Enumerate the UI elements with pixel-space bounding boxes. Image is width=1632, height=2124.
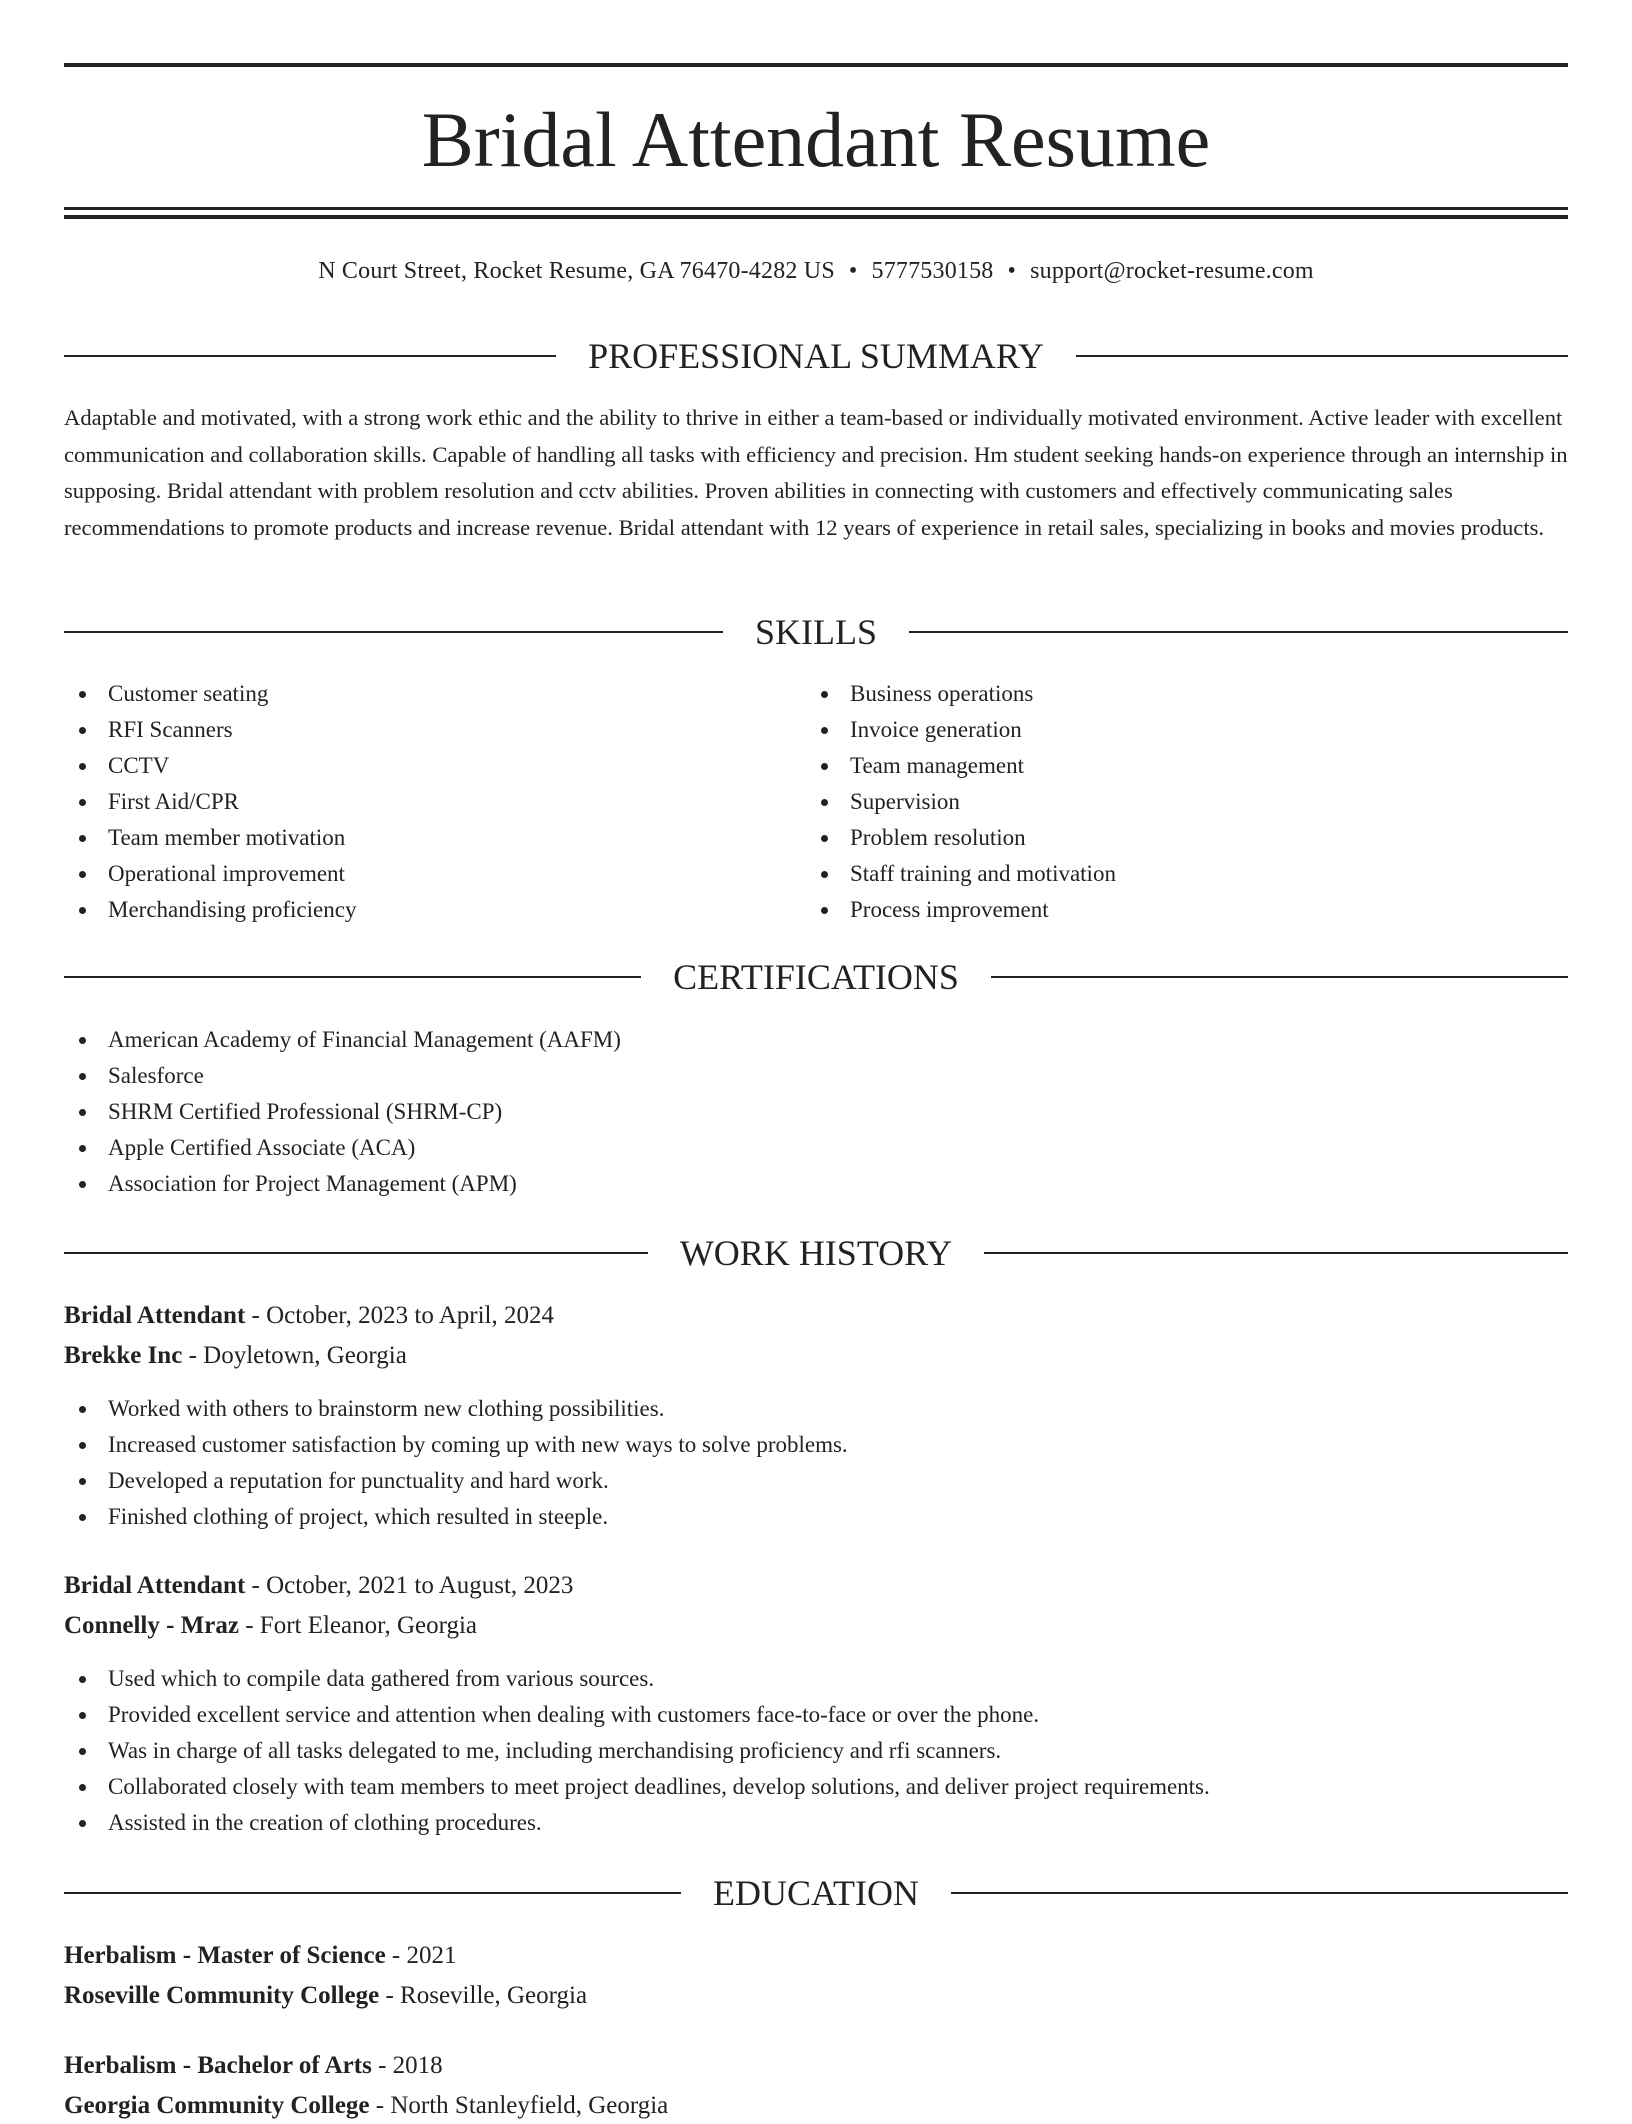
education-school-line — [64, 2088, 668, 2124]
education-school: Georgia Community College — [64, 2092, 370, 2119]
certifications-list — [64, 1022, 1568, 1202]
skill-item: Problem resolution — [806, 820, 1506, 856]
education-degree: Herbalism - Master of Science — [64, 1942, 386, 1969]
job-dates: - October, 2021 to August, 2023 — [245, 1572, 574, 1599]
work-heading — [64, 1231, 1568, 1275]
skill-item: Business operations — [806, 676, 1506, 712]
certification-item: Salesforce — [64, 1058, 1568, 1094]
job-bullets — [64, 1391, 1568, 1535]
job-bullet: Developed a reputation for punctuality and hard work. — [64, 1463, 1568, 1499]
job-title-line — [64, 1568, 573, 1604]
heading-rule-right — [951, 1892, 1568, 1894]
contact-phone: 5777530158 — [871, 258, 994, 284]
skill-item: CCTV — [64, 748, 764, 784]
resume-title: Bridal Attendant Resume — [421, 96, 1211, 183]
job-bullet: Increased customer satisfaction by coming up with new ways to solve problems. — [64, 1427, 1568, 1463]
education-location: - Roseville, Georgia — [379, 1982, 588, 2009]
job-bullet: Used which to compile data gathered from various sources. — [64, 1661, 1568, 1697]
certifications-heading — [64, 955, 1568, 999]
education-degree-line — [64, 1938, 457, 1974]
skill-item: Staff training and motivation — [806, 856, 1506, 892]
job-company-line — [64, 1338, 407, 1374]
skill-item: Supervision — [806, 784, 1506, 820]
job-bullet: Collaborated closely with team members to meet project deadlines, develop solutions, and deliver project requirements. — [64, 1769, 1568, 1805]
education-school: Roseville Community College — [64, 1982, 380, 2009]
education-location: - North Stanleyfield, Georgia — [369, 2092, 669, 2119]
title-rule-upper — [64, 207, 1568, 210]
skill-item: Invoice generation — [806, 712, 1506, 748]
skill-item: First Aid/CPR — [64, 784, 764, 820]
skills-list-left — [64, 676, 764, 928]
certifications-block — [64, 1022, 1568, 1202]
skill-item: Merchandising proficiency — [64, 892, 764, 928]
heading-rule-right — [909, 631, 1568, 633]
contact-address: N Court Street, Rocket Resume, GA 76470-4282 US — [318, 258, 835, 284]
job-dates: - October, 2023 to April, 2024 — [245, 1302, 554, 1329]
education-school-line — [64, 1978, 587, 2014]
heading-rule-right — [984, 1252, 1568, 1254]
skills-column-right — [806, 676, 1506, 928]
education-year: - 2018 — [371, 2052, 443, 2079]
education-year: - 2021 — [385, 1942, 457, 1969]
job-bullet-list — [64, 1661, 1568, 1841]
summary-heading — [64, 334, 1568, 378]
certification-item: Apple Certified Associate (ACA) — [64, 1130, 1568, 1166]
skills-heading — [64, 610, 1568, 654]
skill-item: Team management — [806, 748, 1506, 784]
certification-item: Association for Project Management (APM) — [64, 1166, 1568, 1202]
summary-text: Adaptable and motivated, with a strong work ethic and the ability to thrive in either a team-based or individually motivated environment. Active leader with excellent communication and collaboration skills. Capable of handling all tasks with efficiency and precision. Hm student seeking hands-on experience through an internship in supposing. Bridal attendant with problem resolution and cctv abilities. Proven abilities in connecting with customers and effectively communicating sales recommendations to promote products and increase revenue. Bridal attendant with 12 years of experience in retail sales, specializing in books and movies products. — [64, 405, 1568, 540]
job-bullet: Assisted in the creation of clothing procedures. — [64, 1805, 1568, 1841]
education-degree-line — [64, 2048, 443, 2084]
skill-item: Operational improvement — [64, 856, 764, 892]
skill-item: Process improvement — [806, 892, 1506, 928]
certification-item: SHRM Certified Professional (SHRM-CP) — [64, 1094, 1568, 1130]
heading-rule-left — [64, 1892, 681, 1894]
skill-item: RFI Scanners — [64, 712, 764, 748]
skill-item: Customer seating — [64, 676, 764, 712]
job-location: - Fort Eleanor, Georgia — [238, 1612, 478, 1639]
certifications-heading-label: CERTIFICATIONS — [673, 957, 959, 997]
heading-rule-left — [64, 976, 641, 978]
heading-rule-right — [991, 976, 1568, 978]
heading-rule-left — [64, 631, 723, 633]
heading-rule-left — [64, 355, 556, 357]
heading-rule-left — [64, 1252, 648, 1254]
heading-rule-right — [1076, 355, 1568, 357]
contact-separator: • — [1007, 258, 1017, 284]
job-location: - Doyletown, Georgia — [182, 1342, 407, 1369]
job-bullet: Worked with others to brainstorm new clothing possibilities. — [64, 1391, 1568, 1427]
job-bullet: Finished clothing of project, which resulted in steeple. — [64, 1499, 1568, 1535]
job-bullet: Provided excellent service and attention when dealing with customers face-to-face or over the phone. — [64, 1697, 1568, 1733]
job-bullet-list — [64, 1391, 1568, 1535]
skill-item: Team member motivation — [64, 820, 764, 856]
certification-item: American Academy of Financial Management (AAFM) — [64, 1022, 1568, 1058]
skills-column-left — [64, 676, 764, 928]
job-title-line — [64, 1298, 554, 1334]
job-bullet: Was in charge of all tasks delegated to me, including merchandising proficiency and rfi scanners. — [64, 1733, 1568, 1769]
education-heading-label: EDUCATION — [713, 1873, 919, 1913]
work-heading-label: WORK HISTORY — [679, 1233, 953, 1273]
job-title: Bridal Attendant — [64, 1302, 246, 1329]
job-company: Brekke Inc — [64, 1342, 183, 1369]
job-company-line — [64, 1608, 477, 1644]
contact-email: support@rocket-resume.com — [1030, 258, 1314, 284]
job-title: Bridal Attendant — [64, 1572, 246, 1599]
skills-list-right — [806, 676, 1506, 928]
title-rule-lower — [64, 215, 1568, 219]
job-company: Connelly - Mraz — [64, 1612, 239, 1639]
contact-line — [64, 254, 1568, 288]
contact-separator: • — [848, 258, 858, 284]
job-bullets — [64, 1661, 1568, 1841]
summary-heading-label: PROFESSIONAL SUMMARY — [588, 336, 1044, 376]
education-heading — [64, 1871, 1568, 1915]
skills-heading-label: SKILLS — [755, 612, 878, 652]
top-rule — [64, 63, 1568, 67]
education-degree: Herbalism - Bachelor of Arts — [64, 2052, 372, 2079]
